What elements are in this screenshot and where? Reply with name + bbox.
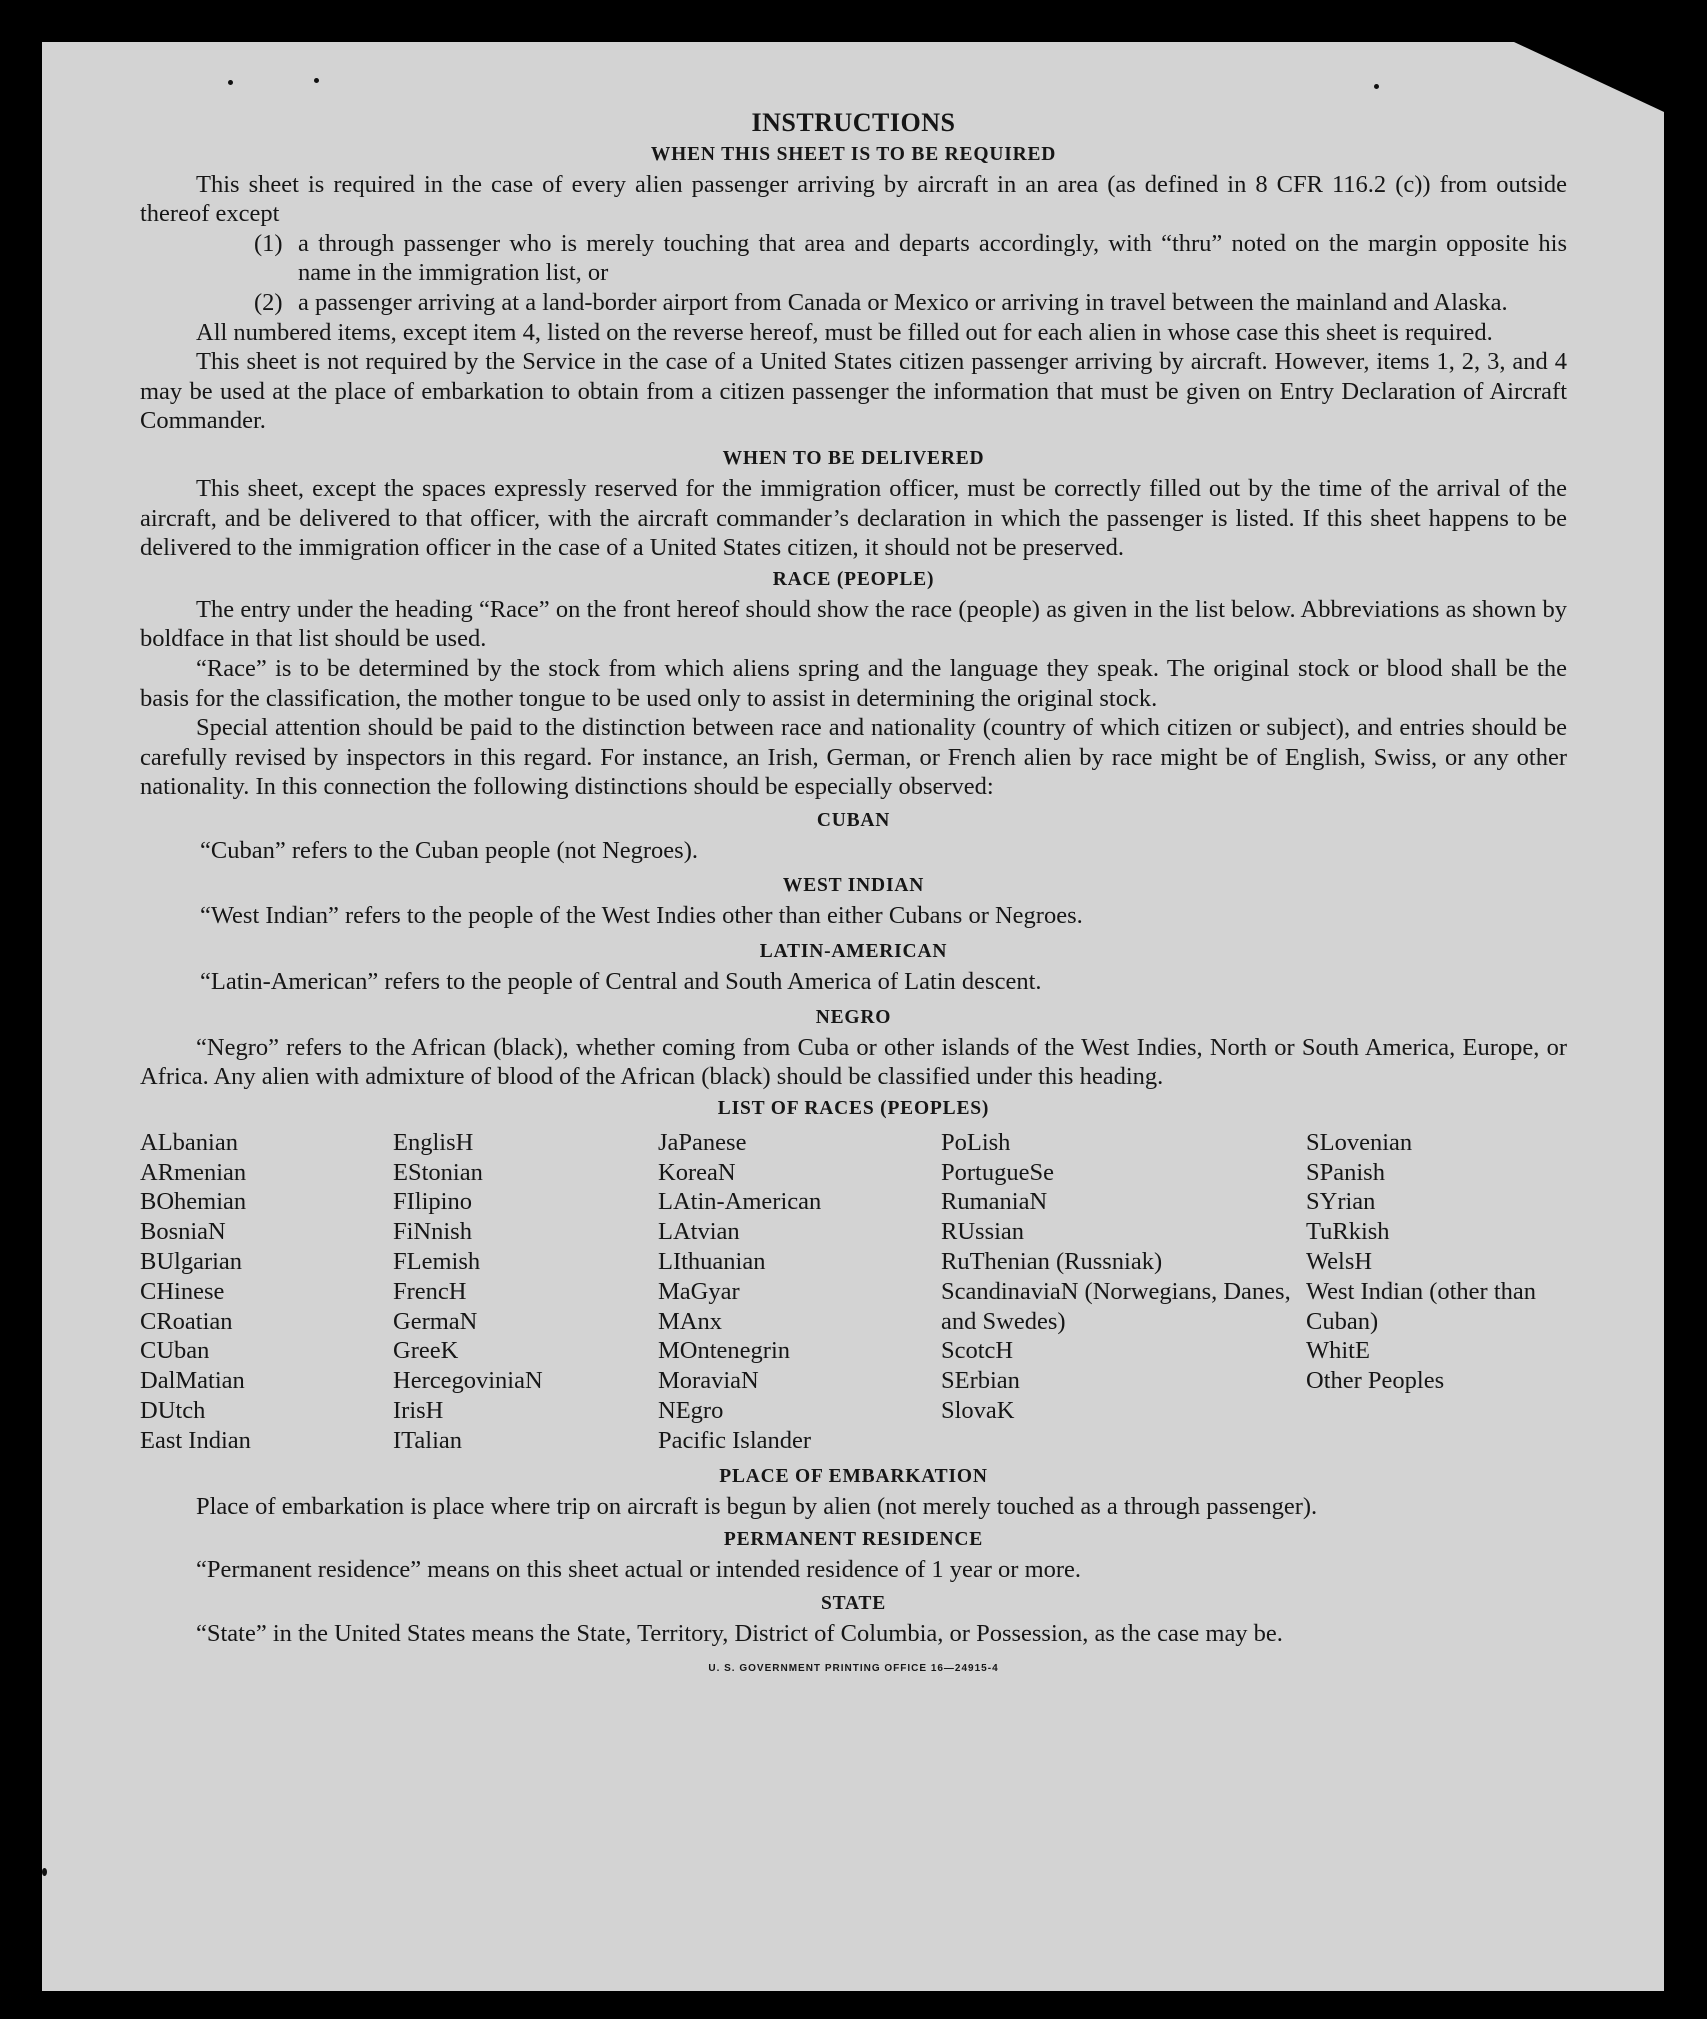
paragraph: “Permanent residence” means on this sheet actual or intended residence of 1 year or more.: [196, 1556, 1082, 1584]
race-entry: TuRkish: [1306, 1218, 1390, 1246]
heading-residence: PERMANENT RESIDENCE: [723, 1529, 984, 1551]
race-entry: Pacific Islander: [658, 1426, 812, 1454]
race-entry: GreeK: [393, 1337, 459, 1365]
race-entry: MoraviaN: [658, 1367, 759, 1395]
race-entry: FrencH: [393, 1277, 467, 1305]
paragraph: This sheet, except the spaces expressly reserved for the immigration officer, must be correctly filled out by the time of the arrival of the aircraft, and be delivered to that officer, with the aircraft commander’s declaration in which the passenger is listed. If this sheet happens to be delivered to the immigration officer in the case of a United States citizen, it should not be preserved.: [140, 474, 1567, 562]
race-entry: LIthuanian: [658, 1248, 766, 1276]
race-entry: ALbanian: [140, 1128, 238, 1156]
race-entry: BOhemian: [140, 1188, 247, 1216]
race-entry: GermaN: [393, 1307, 478, 1335]
printing-office-footer: U. S. GOVERNMENT PRINTING OFFICE 16—24915-4: [708, 1663, 999, 1675]
item-text: a through passenger who is merely touching that area and departs accordingly, with “thru” noted on the margin opposite his name in the immigration list, or: [298, 229, 1567, 287]
paragraph: This sheet is not required by the Service in the case of a United States citizen passenger arriving by aircraft. However, items 1, 2, 3, and 4 may be used at the place of embarkation to obtain from a citizen passenger the information that must be given on Entry Declaration of Aircraft Commander.: [140, 348, 1567, 435]
heading-races-list: LIST OF RACES (PEOPLES): [717, 1097, 990, 1119]
race-entry: ScotcH: [941, 1337, 1014, 1365]
list-item: [254, 229, 1567, 288]
race-entry: SPanish: [1306, 1158, 1385, 1186]
race-entry: HercegoviniaN: [393, 1367, 543, 1395]
races-column-3: [658, 1128, 941, 1456]
paragraph: The entry under the heading “Race” on the front hereof should show the race (people) as given in the list below. Abbreviations as shown by boldface in that list should be used.: [140, 595, 1567, 653]
heading-cuban: CUBAN: [816, 809, 891, 831]
races-column-2: [393, 1128, 658, 1456]
race-entry: SLovenian: [1306, 1128, 1413, 1156]
race-entry: NEgro: [658, 1397, 724, 1425]
instructions-content: [140, 108, 1567, 1684]
definition-text: “Negro” refers to the African (black), whether coming from Cuba or other islands of the West Indies, North or South America, Europe, or Africa. Any alien with admixture of blood of the African (black) should be classified under this heading.: [140, 1033, 1567, 1091]
race-entry: RUssian: [941, 1218, 1025, 1246]
speck: [228, 80, 233, 85]
races-list: [140, 1128, 1567, 1456]
race-entry: BosniaN: [140, 1218, 226, 1246]
race-entry: WelsH: [1306, 1248, 1373, 1276]
race-entry: MaGyar: [658, 1277, 740, 1305]
race-entry: FLemish: [393, 1248, 481, 1276]
speck: [1374, 84, 1379, 89]
paragraph: Special attention should be paid to the distinction between race and nationality (country of which citizen or subject), and entries should be carefully revised by inspectors in this regard. For instance, an Irish, German, or French alien by race might be of English, Swiss, or any other nationality. In this connection the following distinctions should be especially observed:: [140, 714, 1567, 801]
race-entry: CRoatian: [140, 1307, 233, 1335]
race-entry: JaPanese: [658, 1128, 747, 1156]
race-entry: FIlipino: [393, 1188, 472, 1216]
race-entry: LAtin-American: [658, 1188, 822, 1216]
race-entry: FiNnish: [393, 1218, 472, 1246]
definition-text: “West Indian” refers to the people of the West Indies other than either Cubans or Negroes.: [200, 902, 1083, 930]
race-entry: CUban: [140, 1337, 210, 1365]
heading-west-indian: WEST INDIAN: [782, 875, 925, 897]
paragraph: All numbered items, except item 4, listed on the reverse hereof, must be filled out for each alien in whose case this sheet is required.: [196, 318, 1493, 346]
race-entry: EStonian: [393, 1158, 483, 1186]
list-item: [254, 288, 1567, 318]
item-number: (2): [254, 288, 283, 316]
race-entry: West Indian (other than Cuban): [1306, 1277, 1537, 1335]
race-entry: ITalian: [393, 1426, 463, 1454]
race-entry: LAtvian: [658, 1218, 740, 1246]
definition-text: “Cuban” refers to the Cuban people (not Negroes).: [200, 836, 698, 864]
race-entry: BUlgarian: [140, 1248, 243, 1276]
race-entry: WhitE: [1306, 1337, 1370, 1365]
race-entry: DalMatian: [140, 1367, 245, 1395]
race-entry: SlovaK: [941, 1397, 1015, 1425]
heading-latin-american: LATIN-AMERICAN: [759, 941, 948, 963]
heading-state: STATE: [820, 1592, 887, 1614]
race-entry: RuThenian (Russniak): [941, 1248, 1163, 1276]
paragraph: This sheet is required in the case of every alien passenger arriving by aircraft in an area (as defined in 8 CFR 116.2 (c)) from outside thereof except: [140, 170, 1567, 228]
speck: [314, 78, 319, 83]
paragraph: “Race” is to be determined by the stock from which aliens spring and the language they speak. The original stock or blood shall be the basis for the classification, the mother tongue to be used only to assist in determining the original stock.: [140, 654, 1567, 712]
races-column-4: [941, 1128, 1306, 1456]
page-title: INSTRUCTIONS: [751, 108, 956, 137]
race-entry: CHinese: [140, 1277, 225, 1305]
paragraph: Place of embarkation is place where trip on aircraft is begun by alien (not merely touched as a through passenger).: [196, 1492, 1318, 1520]
heading-embarkation: PLACE OF EMBARKATION: [719, 1465, 988, 1487]
race-entry: DUtch: [140, 1397, 206, 1425]
races-column-5: [1306, 1128, 1566, 1456]
race-entry: PoLish: [941, 1128, 1011, 1156]
torn-corner: [1514, 42, 1664, 112]
race-entry: RumaniaN: [941, 1188, 1048, 1216]
paragraph: “State” in the United States means the State, Territory, District of Columbia, or Possession, as the case may be.: [196, 1619, 1283, 1647]
race-entry: East Indian: [140, 1426, 251, 1454]
race-entry: PortugueSe: [941, 1158, 1054, 1186]
speck: [42, 1868, 47, 1876]
race-entry: SErbian: [941, 1367, 1020, 1395]
item-number: (1): [254, 229, 283, 257]
race-entry: Other Peoples: [1306, 1367, 1445, 1395]
item-text: a passenger arriving at a land-border airport from Canada or Mexico or arriving in travel between the mainland and Alaska.: [298, 288, 1508, 316]
definition-text: “Latin-American” refers to the people of Central and South America of Latin descent.: [200, 968, 1042, 996]
races-column-1: [140, 1128, 393, 1456]
race-entry: EnglisH: [393, 1128, 474, 1156]
race-entry: SYrian: [1306, 1188, 1376, 1216]
race-entry: KoreaN: [658, 1158, 736, 1186]
race-entry: MOntenegrin: [658, 1337, 790, 1365]
race-entry: ARmenian: [140, 1158, 247, 1186]
heading-required: WHEN THIS SHEET IS TO BE REQUIRED: [650, 143, 1057, 165]
heading-negro: NEGRO: [815, 1006, 892, 1028]
heading-delivered: WHEN TO BE DELIVERED: [722, 447, 985, 469]
document-sheet: [42, 42, 1664, 1991]
heading-race: RACE (PEOPLE): [772, 568, 935, 590]
race-entry: ScandinaviaN (Norwegians, Danes, and Swedes): [941, 1277, 1291, 1335]
race-entry: MAnx: [658, 1307, 722, 1335]
race-entry: IrisH: [393, 1397, 444, 1425]
